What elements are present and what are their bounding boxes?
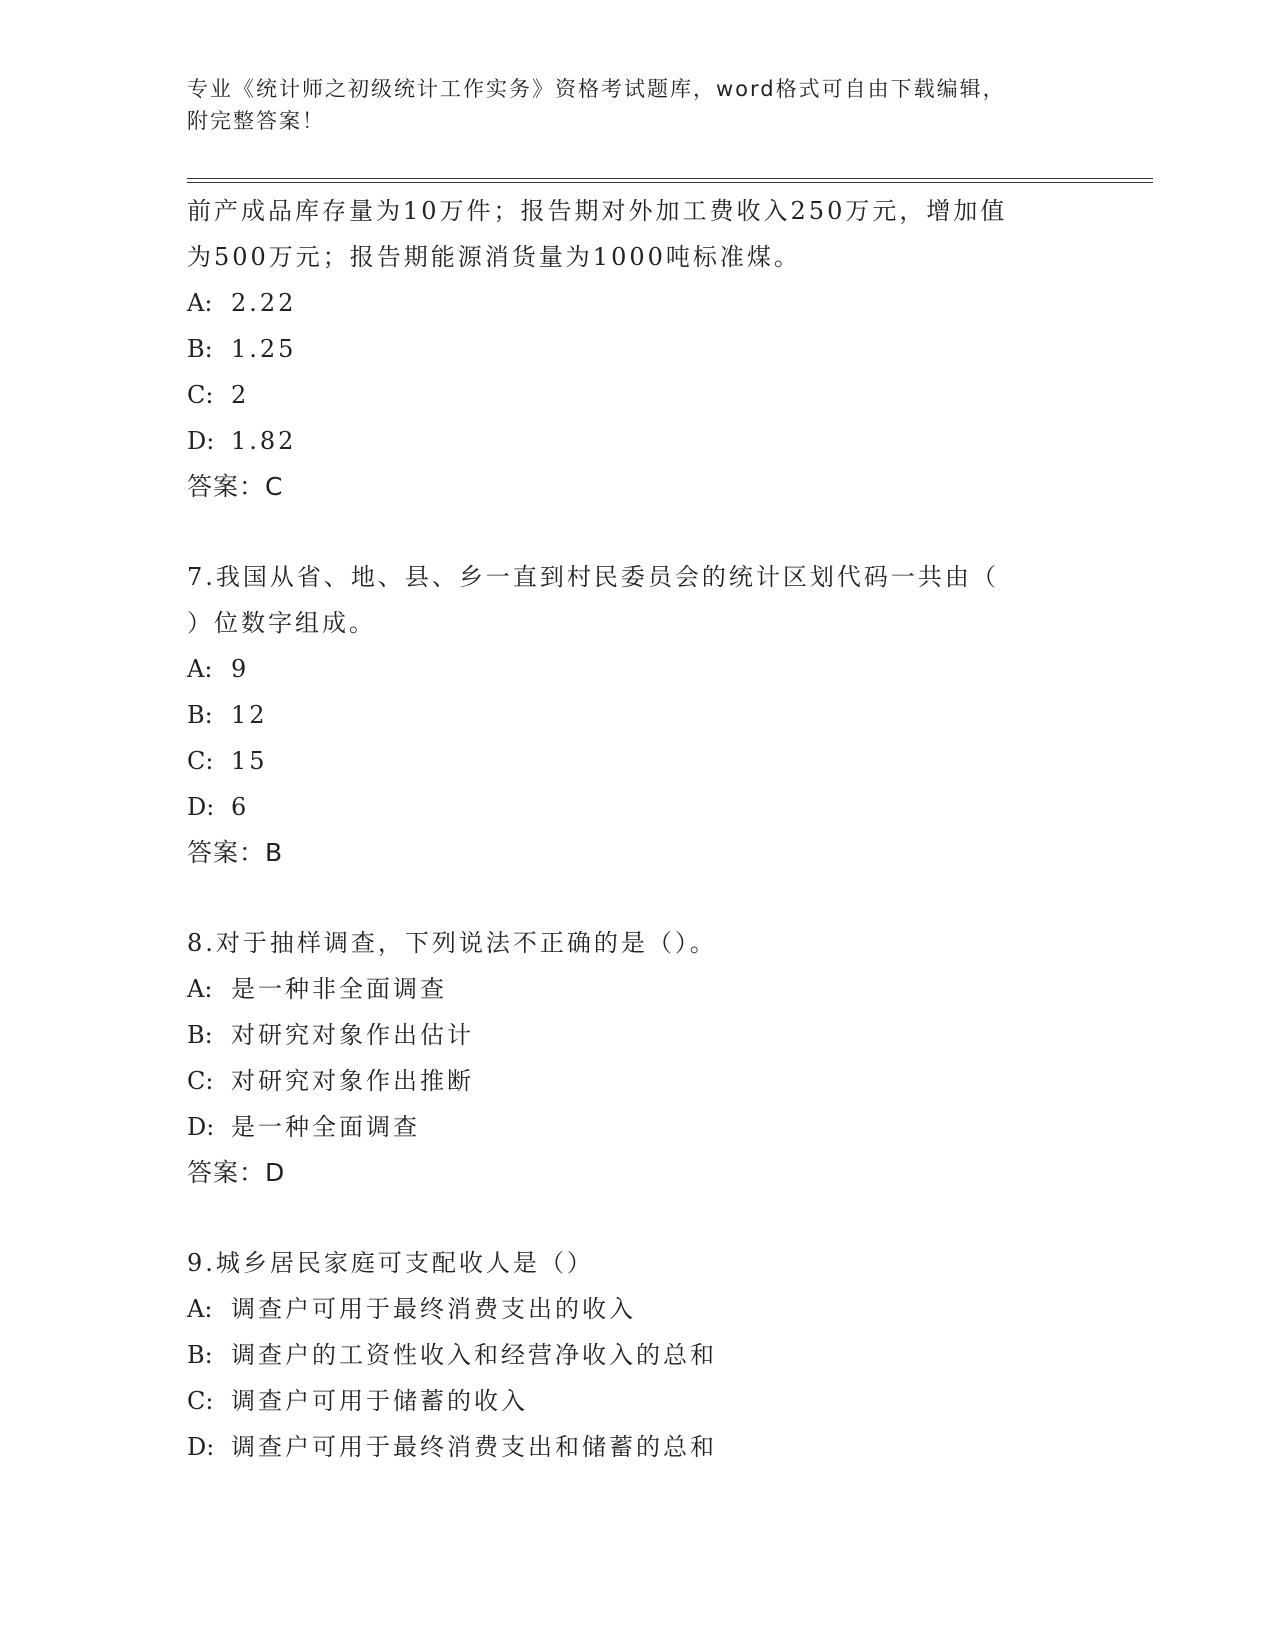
option-key: A: [187,655,213,683]
option-key: C: [187,1067,214,1095]
option-text: 9 [231,655,250,683]
option-text: 15 [231,747,268,775]
option-d [187,1104,1087,1150]
option-key: B: [187,1341,213,1369]
option-b [187,692,1087,738]
option-text: 是一种全面调查 [231,1113,420,1141]
header-divider-bottom [187,182,1153,183]
option-text: 对研究对象作出估计 [231,1021,474,1049]
question-7 [187,554,1087,876]
question-9 [187,1240,1087,1470]
header-line-2: 附完整答案！ [187,109,325,133]
option-key: B: [187,701,213,729]
option-key: C: [187,381,214,409]
option-b [187,1332,1087,1378]
question-content [187,188,1087,1470]
option-text: 调查户可用于最终消费支出的收入 [231,1295,636,1323]
option-a [187,966,1087,1012]
answer-line: 答案：C [187,472,284,501]
option-c [187,1378,1087,1424]
option-key: C: [187,1387,214,1415]
question-text-line: 9.城乡居民家庭可支配收人是（） [187,1249,594,1277]
option-key: D: [187,793,215,821]
option-key: C: [187,747,214,775]
option-text: 调查户可用于储蓄的收入 [231,1387,528,1415]
option-a [187,280,1087,326]
option-a [187,1286,1087,1332]
option-text: 6 [231,793,250,821]
option-key: A: [187,289,213,317]
option-text: 2 [231,381,250,409]
question-8 [187,920,1087,1196]
question-text-line: 8.对于抽样调查，下列说法不正确的是（）。 [187,929,717,957]
option-b [187,1012,1087,1058]
option-key: A: [187,1295,213,1323]
answer-line: 答案：B [187,838,284,867]
spacer [187,1196,1087,1240]
option-d [187,418,1087,464]
option-text: 对研究对象作出推断 [231,1067,474,1095]
question-6 [187,188,1087,510]
header-divider-top [187,178,1153,179]
document-header [187,73,1067,137]
option-c [187,738,1087,784]
option-text: 1.25 [231,335,297,363]
question-text-line: 7.我国从省、地、县、乡一直到村民委员会的统计区划代码一共由（ [187,563,999,591]
option-key: B: [187,1021,213,1049]
option-text: 12 [231,701,268,729]
option-key: D: [187,427,215,455]
option-text: 是一种非全面调查 [231,975,447,1003]
option-text: 1.82 [231,427,297,455]
option-c [187,372,1087,418]
question-text-line: ）位数字组成。 [187,609,376,637]
option-text: 2.22 [231,289,297,317]
option-d [187,1424,1087,1470]
question-text-line: 前产成品库存量为10万件；报告期对外加工费收入250万元，增加值 [187,197,1008,225]
option-a [187,646,1087,692]
option-key: D: [187,1113,215,1141]
option-key: B: [187,335,213,363]
option-d [187,784,1087,830]
option-b [187,326,1087,372]
option-c [187,1058,1087,1104]
option-key: D: [187,1433,215,1461]
option-text: 调查户可用于最终消费支出和储蓄的总和 [231,1433,717,1461]
spacer [187,510,1087,554]
option-key: A: [187,975,213,1003]
option-text: 调查户的工资性收入和经营净收入的总和 [231,1341,717,1369]
header-line-1: 专业《统计师之初级统计工作实务》资格考试题库，word格式可自由下载编辑， [187,77,1006,101]
question-text-line: 为500万元；报告期能源消货量为1000吨标准煤。 [187,243,801,271]
spacer [187,876,1087,920]
answer-line: 答案：D [187,1158,286,1187]
